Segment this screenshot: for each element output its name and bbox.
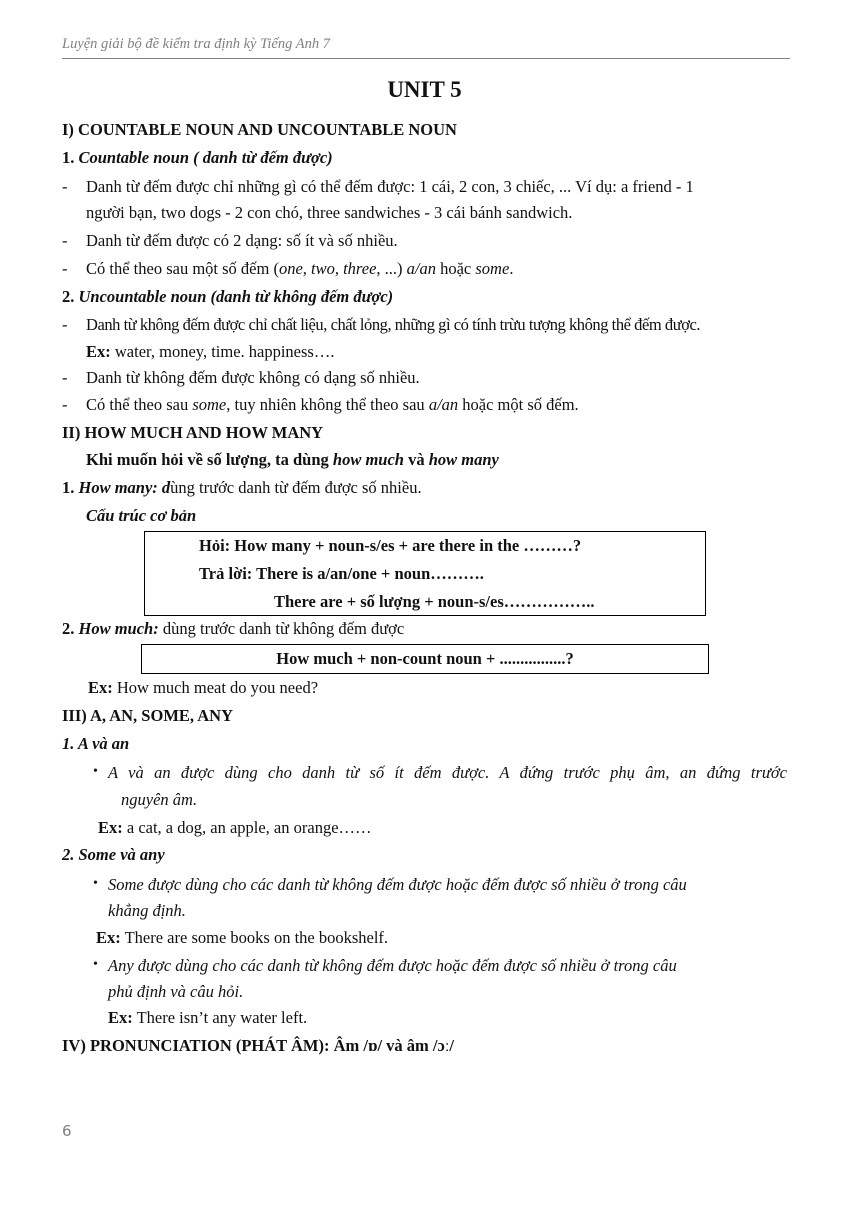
dash: - [62, 177, 68, 196]
example [86, 342, 334, 362]
list-item: Some được dùng cho các danh từ không đếm được hoặc đếm được số nhiều ở trong câu [108, 875, 687, 894]
page-title: UNIT 5 [387, 77, 462, 102]
structure-how-much: How much + non-count noun + ................? [276, 649, 574, 668]
running-header: Luyện giải bộ đề kiểm tra định kỳ Tiếng Anh 7 [62, 36, 330, 52]
text: Có thể theo sau một số đếm ( [86, 259, 279, 278]
structure-answer-singular: Trả lời: There is a/an/one + noun………. [199, 564, 484, 583]
how-many-definition [62, 478, 422, 498]
text: a/an [428, 395, 459, 414]
text: Có thể theo sau [86, 395, 193, 414]
list-item: Danh từ không đếm được chỉ chất liệu, chất lỏng, những gì có tính trừu tượng không thể đếm được. [86, 315, 701, 334]
structure-answer-plural: There are + số lượng + noun-s/es…………….. [274, 592, 595, 611]
sub-number: 1. [62, 148, 75, 167]
section-2-intro [86, 450, 499, 470]
dash: - [62, 395, 68, 414]
text: some [192, 395, 227, 414]
text: hoặc [435, 259, 476, 278]
section-1-sub2-title [62, 287, 393, 307]
ex-text: There isn’t any water left. [132, 1008, 308, 1027]
structure-question: Hỏi: How many + noun-s/es + are there in the ………? [199, 536, 582, 555]
list-item-cont: người bạn, two dogs - 2 con chó, three sandwiches - 3 cái bánh sandwich. [86, 203, 573, 222]
sub-number: 2. [62, 619, 75, 638]
ex-label: Ex: [98, 818, 123, 837]
page-number: 6 [62, 1122, 72, 1140]
list-item: Any được dùng cho các danh từ không đếm được hoặc đếm được số nhiều ở trong câu [108, 956, 677, 975]
text: Khi muốn hỏi về số lượng, ta dùng [86, 450, 333, 469]
text: dùng trước danh từ không đếm được [158, 619, 405, 638]
section-3-heading: III) A, AN, SOME, ANY [62, 706, 233, 725]
how-much-structure-box [141, 644, 709, 674]
text: how many [428, 450, 499, 469]
example [108, 1008, 307, 1028]
section-3-sub1-title: 1. A và an [62, 734, 130, 753]
example [98, 818, 372, 838]
header-rule [62, 58, 790, 59]
sub-title: How much: [78, 619, 159, 638]
ex-text: How much meat do you need? [112, 678, 319, 697]
text: , ...) [376, 259, 407, 278]
dash: - [62, 231, 68, 250]
list-item-cont: nguyên âm. [121, 790, 198, 809]
section-1-sub1-title [62, 148, 333, 168]
list-item-cont: khẳng định. [108, 901, 186, 920]
text: some [475, 259, 510, 278]
text: . [509, 259, 514, 278]
bullet: • [93, 764, 98, 779]
list-item: A và an được dùng cho danh từ số ít đếm được. A đứng trước phụ âm, an đứng trước [108, 763, 787, 782]
sub-title: Countable noun ( danh từ đếm được) [78, 148, 333, 167]
text: và [403, 450, 429, 469]
section-1-heading: I) COUNTABLE NOUN AND UNCOUNTABLE NOUN [62, 120, 457, 139]
example [88, 678, 318, 698]
bullet: • [93, 957, 98, 972]
structure-label: Cấu trúc cơ bản [86, 506, 197, 525]
ex-label: Ex: [88, 678, 113, 697]
list-item-cont: phủ định và câu hỏi. [108, 982, 244, 1001]
list-item: Danh từ đếm được chỉ những gì có thể đếm được: 1 cái, 2 con, 3 chiếc, ... Ví dụ: a friend - 1 [86, 177, 694, 196]
section-2-heading: II) HOW MUCH AND HOW MANY [62, 423, 324, 442]
dash: - [62, 368, 68, 387]
ex-label: Ex: [86, 342, 111, 361]
example [96, 928, 388, 948]
list-item: Danh từ không đếm được không có dạng số nhiều. [86, 368, 420, 387]
list-item [86, 259, 513, 279]
dash: - [62, 259, 68, 278]
text: ùng trước danh từ đếm được số nhiều. [170, 478, 422, 497]
sub-number: 2. [62, 287, 75, 306]
ex-label: Ex: [96, 928, 121, 947]
bullet: • [93, 876, 98, 891]
section-4-heading: IV) PRONUNCIATION (PHÁT ÂM): Âm /ɒ/ và âm /ɔː/ [62, 1036, 455, 1055]
text: , tuy nhiên không thể theo sau [226, 395, 429, 414]
how-many-structure-box [144, 531, 706, 616]
sub-title: Uncountable noun (danh từ không đếm được) [78, 287, 394, 306]
sub-title: How many: d [78, 478, 171, 497]
text: a/an [406, 259, 436, 278]
ex-text: There are some books on the bookshelf. [120, 928, 389, 947]
how-much-definition [62, 619, 404, 639]
list-item [86, 395, 579, 415]
text: how much [332, 450, 404, 469]
ex-text: water, money, time. happiness…. [110, 342, 335, 361]
list-item: Danh từ đếm được có 2 dạng: số ít và số nhiều. [86, 231, 398, 250]
dash: - [62, 315, 68, 334]
ex-label: Ex: [108, 1008, 133, 1027]
text: one, two, three [278, 259, 377, 278]
text: hoặc một số đếm. [458, 395, 579, 414]
section-3-sub2-title: 2. Some và any [62, 845, 165, 864]
sub-number: 1. [62, 478, 75, 497]
ex-text: a cat, a dog, an apple, an orange…… [122, 818, 372, 837]
